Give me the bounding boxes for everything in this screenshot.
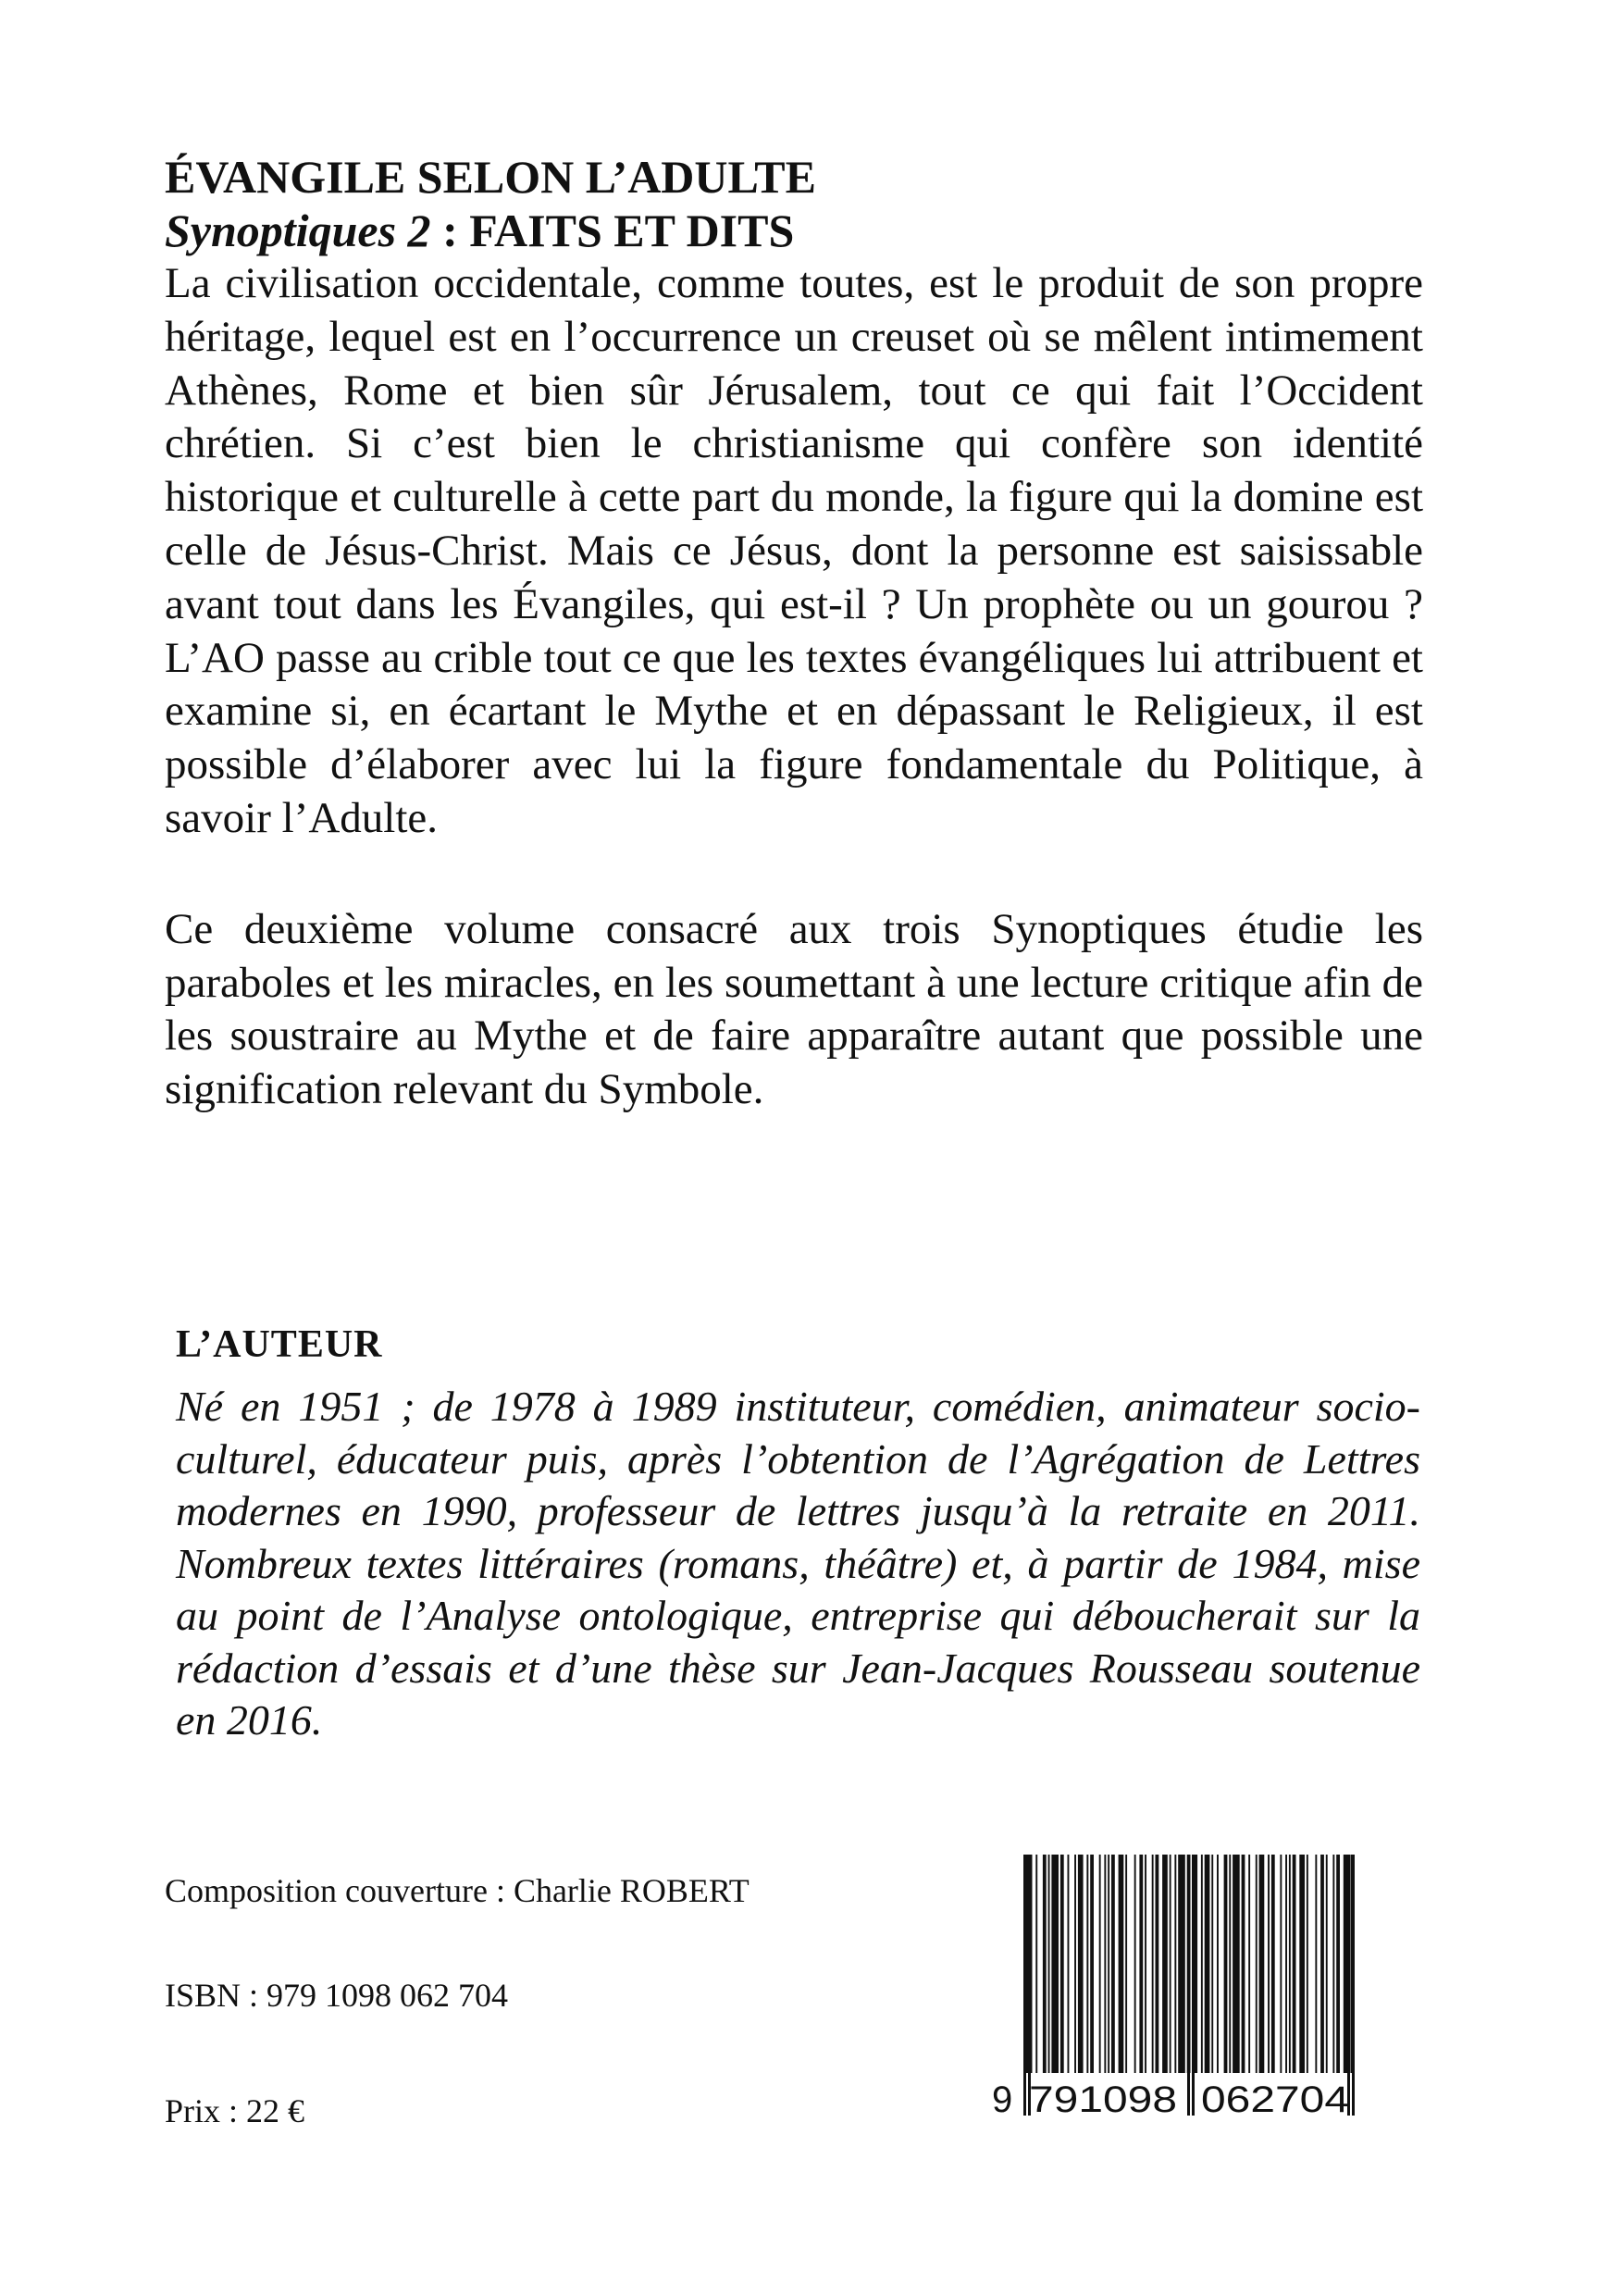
barcode-bar [1259,1855,1265,2073]
barcode-bar [1315,1855,1317,2073]
barcode-bar [1289,1855,1291,2073]
author-bio: Né en 1951 ; de 1978 à 1989 instituteur, comédien, animateur socio-culturel, éducateur puis, après l’obtention de l’Agrégation de Lettres modernes en 1990, professeur de lettres jusqu’à la retraite en 2011. Nombreux textes littéraires (romans, théâtre) et, à partir de 1984, mise au point de l’Analyse ontologique, entreprise qui déboucherait sur la rédaction d’essais et d’une thèse sur Jean-Jacques Rousseau soutenue en 2016. [176,1383,1420,1744]
barcode-guard-bar [1352,1855,1355,2116]
barcode-bar [1162,1855,1168,2073]
barcode-bar [1139,1855,1143,2073]
barcode-bar [1074,1855,1076,2073]
barcode-bar [1268,1855,1270,2073]
barcode-bar [1293,1855,1296,2073]
barcode-bar [1271,1855,1275,2073]
barcode-bar [1320,1855,1324,2073]
barcode-guard-bar [1347,1855,1350,2116]
barcode-bar [1233,1855,1240,2073]
barcode-bar [1336,1855,1340,2073]
barcode-bar [1048,1855,1050,2073]
barcode [990,1851,1388,2119]
barcode-bar [1090,1855,1094,2073]
barcode-bar [1125,1855,1127,2073]
barcode-group-left: 791098 [1029,2079,1177,2119]
price: Prix : 22 € [165,2092,305,2129]
barcode-bar [1119,1855,1124,2073]
barcode-bar [1099,1855,1101,2073]
barcode-bar [1156,1855,1159,2073]
barcode-bar [1332,1855,1334,2073]
cover-composition-credit: Composition couverture : Charlie ROBERT [165,1872,750,1909]
barcode-bar [1248,1855,1250,2073]
barcode-bar [1170,1855,1171,2073]
barcode-bar [1217,1855,1219,2073]
barcode-bar [1229,1855,1231,2073]
barcode-bar [1280,1855,1282,2073]
barcode-guard-bar [1023,1855,1026,2116]
barcode-bar [1256,1855,1258,2073]
barcode-guard-bar [1187,1855,1190,2116]
barcode-bar [1224,1855,1228,2073]
barcode-bar [1242,1855,1245,2073]
description-block [165,150,1423,1117]
description-paragraph-1: La civilisation occidentale, comme toutes, est le produit de son propre héritage, lequel est en l’occurrence un creuset où se mêlent intimement Athènes, Rome et bien sûr Jérusalem, tout ce qui fait l’Occident chrétien. Si c’est bien le christianisme qui confère son identité historique et culturelle à cette part du monde, la figure qui la domine est celle de Jésus-Christ. Mais ce Jésus, dont la personne est saisissable avant tout dans les Évangiles, qui est-il ? Un prophète ou un gourou ? L’AO passe au crible tout ce que les textes évangéliques lui attribuent et examine si, en écartant le Mythe et en dépassant le Religieux, il est possible d’élaborer avec lui la figure fondamentale du Politique, à savoir l’Adulte. [165,259,1423,842]
barcode-bar [1078,1855,1084,2073]
book-title: ÉVANGILE SELON L’ADULTE [165,151,816,203]
barcode-bar [1152,1855,1154,2073]
barcode-bar [1134,1855,1136,2073]
subtitle-series: Synoptiques 2 [165,205,431,256]
barcode-bar [1043,1855,1047,2073]
barcode-bar [1178,1855,1185,2073]
barcode-bar [1307,1855,1308,2073]
barcode-bar [1051,1855,1059,2073]
barcode-bar [1111,1855,1115,2073]
barcode-bar [1104,1855,1106,2073]
barcode-bar [1068,1855,1070,2073]
barcode-bar [1086,1855,1088,2073]
barcode-bar [1145,1855,1146,2073]
barcode-digit-first: 9 [992,2079,1013,2119]
book-subtitle [165,204,1423,257]
barcode-bar [1326,1855,1328,2073]
barcode-bar [1299,1855,1305,2073]
author-heading: L’AUTEUR [176,1323,383,1366]
barcode-bar [1285,1855,1287,2073]
barcode-guard-bar [1192,1855,1195,2116]
barcode-bar [1060,1855,1064,2073]
barcode-bar [1205,1855,1210,2073]
isbn: ISBN : 979 1098 062 704 [165,1977,509,2014]
barcode-guard-bar [1028,1855,1031,2116]
barcode-bar [1174,1855,1176,2073]
barcode-group-right: 062704 [1201,2079,1349,2119]
barcode-bar [1211,1855,1213,2073]
barcode-bar [1035,1855,1037,2073]
description-paragraph-2: Ce deuxième volume consacré aux trois Synoptiques étudie les paraboles et les miracles, en les soumettant à une lecture critique afin de les soustraire au Mythe et de faire apparaître autant que possible une signification relevant du Symbole. [165,904,1423,1114]
barcode-bar [1108,1855,1109,2073]
barcode-bar [1201,1855,1203,2073]
subtitle-text: : FAITS ET DITS [430,205,795,256]
